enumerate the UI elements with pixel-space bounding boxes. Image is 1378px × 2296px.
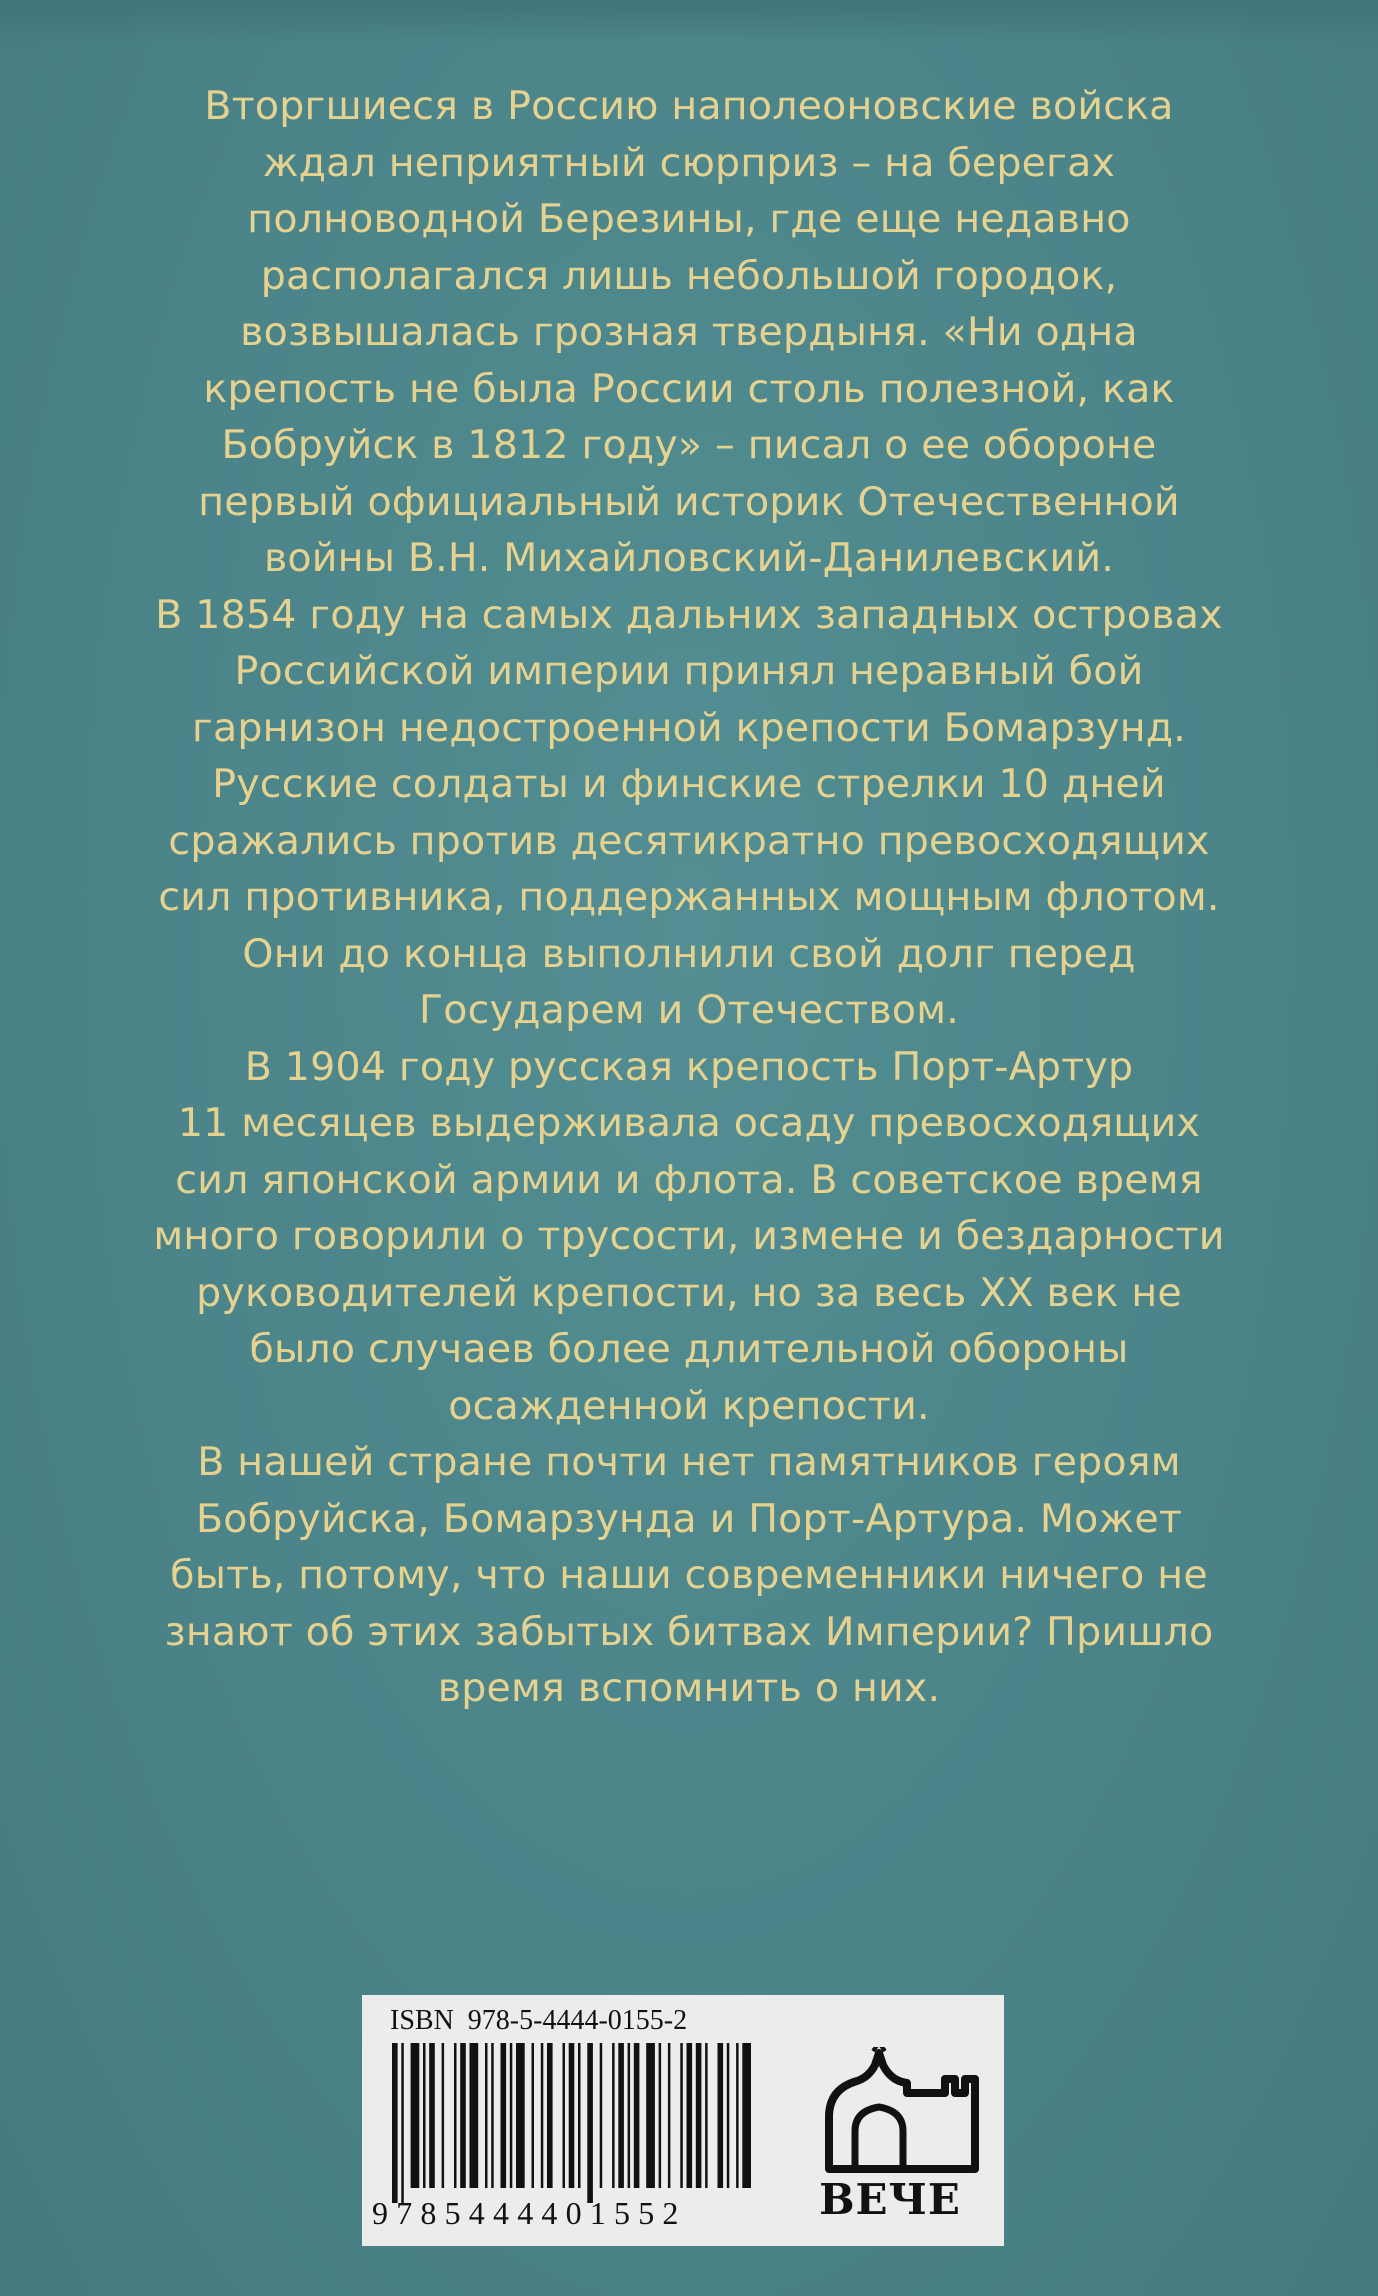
barcode-bar: [659, 2043, 662, 2188]
top-edge-shadow: [0, 0, 1378, 44]
barcode-bar: [485, 2043, 488, 2188]
isbn-number: 978-5-4444-0155-2: [467, 2005, 688, 2036]
annotation-line: Бобруйска, Бомарзунда и Порт-Артура. Может: [195, 1495, 1183, 1542]
barcode-bar: [392, 2043, 398, 2203]
barcode-bar: [547, 2043, 553, 2188]
annotation-line: В нашей стране почти нет памятников героям: [197, 1439, 1181, 1485]
annotation-line: знают об этих забытых битвах Империи? Пришло: [164, 1608, 1214, 1655]
annotation-line: сил японской армии и флота. В советское время: [175, 1156, 1203, 1203]
barcode-bar: [587, 2043, 593, 2203]
annotation-line: сил противника, поддержанных мощным флотом.: [158, 874, 1220, 920]
annotation-line: войны В.Н. Михайловский-Данилевский.: [263, 535, 1115, 581]
barcode-bar: [423, 2043, 426, 2188]
barcode-bar: [705, 2043, 708, 2188]
annotation-line: осажденной крепости.: [448, 1382, 930, 1429]
barcode-bar: [501, 2043, 507, 2188]
barcode-bar: [612, 2043, 615, 2188]
annotation-line: Они до конца выполнили свой долг перед: [242, 930, 1136, 977]
barcode-bar: [578, 2043, 581, 2188]
annotation-line: первый официальный историк Отечественной: [198, 478, 1180, 525]
barcode-bar: [510, 2043, 513, 2188]
barcode-bar: [742, 2043, 751, 2188]
barcode-bar: [600, 2043, 603, 2188]
annotation-line: возвышалась грозная твердыня. «Ни одна: [240, 309, 1138, 355]
annotation-line: крепость не была России столь полезной, как: [203, 365, 1175, 412]
annotation-line: Государем и Отечеством.: [419, 987, 959, 1033]
annotation-line: сражались против десятикратно превосходящих: [168, 817, 1210, 864]
barcode-bar: [460, 2043, 466, 2188]
annotation-line: Русские солдаты и финские стрелки 10 дней: [212, 761, 1166, 807]
barcode-bar: [727, 2043, 730, 2188]
barcode-bar: [634, 2043, 640, 2188]
publisher-name: ВЕЧЕ: [819, 2175, 961, 2224]
barcode-bar: [569, 2043, 575, 2188]
barcode-bar: [470, 2043, 479, 2188]
barcode-bar: [563, 2043, 566, 2188]
barcode-bar: [718, 2043, 724, 2188]
annotation-line: много говорили о трусости, измене и бездарности: [153, 1213, 1225, 1259]
annotation-line: ждал неприятный сюрприз – на берегах: [262, 139, 1116, 186]
annotation-line: 11 месяцев выдерживала осаду превосходящих: [177, 1100, 1201, 1146]
publisher-logo: [795, 2047, 985, 2232]
barcode-bar: [680, 2043, 683, 2188]
barcode-bar: [516, 2043, 525, 2188]
barcode-bar: [628, 2043, 631, 2188]
barcode-bar: [696, 2043, 702, 2188]
isbn-prefix: ISBN: [390, 2005, 454, 2036]
kremlin-tower-icon: [795, 2047, 985, 2177]
annotation-line: В 1854 году на самых дальних западных островах: [155, 591, 1223, 638]
barcode-bar: [646, 2043, 655, 2188]
barcode-bar: [429, 2043, 435, 2188]
barcode-bar: [532, 2043, 535, 2188]
annotation-line: располагался лишь небольшой городок,: [260, 252, 1118, 299]
barcode-bar: [401, 2043, 404, 2203]
annotation-line: было случаев более длительной обороны: [249, 1326, 1129, 1372]
barcode-bar: [454, 2043, 457, 2188]
annotation-line: полноводной Березины, где еще недавно: [247, 196, 1131, 242]
isbn-label: [390, 2005, 687, 2037]
barcode: [392, 2043, 752, 2203]
annotation-line: В 1904 году русская крепость Порт-Артур: [244, 1043, 1134, 1090]
annotation-text: [40, 78, 1338, 1717]
barcode-bar: [618, 2043, 624, 2188]
annotation-line: гарнизон недостроенной крепости Бомарзунд.: [192, 704, 1186, 751]
barcode-bar: [668, 2043, 671, 2188]
barcode-bar: [411, 2043, 420, 2188]
annotation-line: Бобруйск в 1812 году» – писал о ее обороне: [221, 422, 1157, 468]
barcode-panel: [362, 1995, 1004, 2246]
barcode-digits: 9785444401552: [372, 2195, 687, 2231]
annotation-line: Российской империи принял неравный бой: [234, 648, 1144, 694]
barcode-bar: [687, 2043, 693, 2188]
barcode-bar: [541, 2043, 544, 2188]
barcode-bar: [491, 2043, 494, 2188]
annotation-line: Вторгшиеся в Россию наполеоновские войска: [204, 83, 1174, 129]
annotation-line: руководителей крепости, но за весь XX век не: [196, 1269, 1182, 1316]
annotation-line: время вспомнить о них.: [437, 1665, 941, 1711]
annotation-line: быть, потому, что наши современники ничего не: [170, 1552, 1208, 1598]
barcode-bar: [736, 2043, 739, 2188]
barcode-bar: [442, 2043, 445, 2188]
